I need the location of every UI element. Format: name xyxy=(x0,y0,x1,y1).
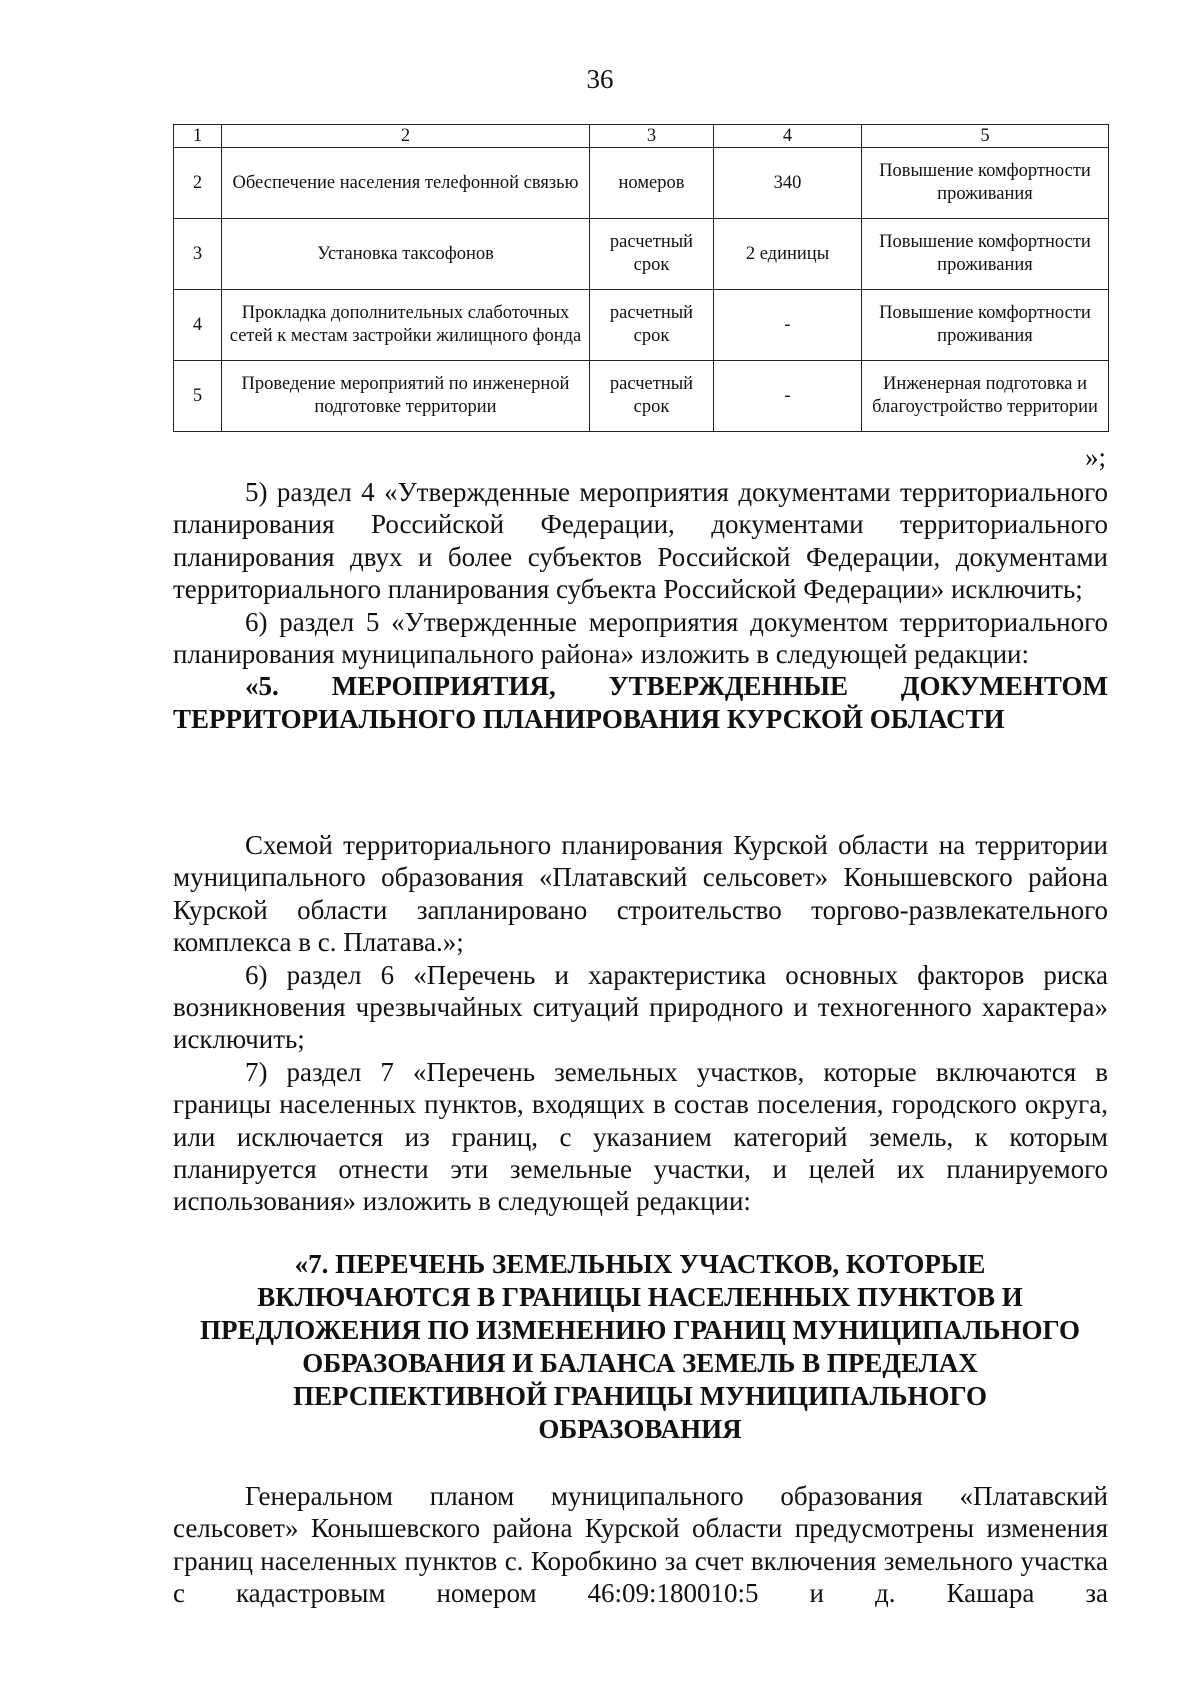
row-unit: номеров xyxy=(590,148,714,219)
table-row xyxy=(174,290,1109,361)
section-7-heading: «7. ПЕРЕЧЕНЬ ЗЕМЕЛЬНЫХ УЧАСТКОВ, КОТОРЫЕ ВКЛЮЧАЮТСЯ В ГРАНИЦЫ НАСЕЛЕННЫХ ПУНКТОВ И ПРЕДЛОЖЕНИЯ ПО ИЗМЕНЕНИЮ ГРАНИЦ МУНИЦИПАЛЬНОГО ОБРАЗОВАНИЯ И БАЛАНСА ЗЕМЕЛЬ В ПРЕДЕЛАХ ПЕРСПЕКТИВНОЙ ГРАНИЦЫ МУНИЦИПАЛЬНОГО ОБРАЗОВАНИЯ xyxy=(200,1249,1080,1444)
section-7-heading-block xyxy=(190,1248,1090,1446)
table-row xyxy=(174,361,1109,432)
paragraph-section-5: 6) раздел 5 «Утвержденные мероприятия документом территориального планирования муниципального района» изложить в следующей редакции: xyxy=(173,606,1108,670)
paragraph-section-7: 7) раздел 7 «Перечень земельных участков, которые включаются в границы населенных пунктов, входящих в состав поселения, городского округа, или исключается из границ, с указанием категорий земель, к которым планируется отнести эти земельные участки, и целей их планируемого использования» изложить в следующей редакции: xyxy=(173,1056,1108,1217)
row-number: 3 xyxy=(174,219,222,290)
row-unit: расчетный срок xyxy=(590,290,714,361)
table-header-cell: 4 xyxy=(714,125,862,148)
amendments-block xyxy=(173,476,1108,735)
measures-table xyxy=(173,124,1109,432)
row-value: 340 xyxy=(714,148,862,219)
paragraph-general-plan: Генеральном планом муниципального образования «Платавский сельсовет» Конышевского района Курской области предусмотрены изменения границ населенных пунктов с. Коробкино за счет включения земельного участка с кадастровым номером 46:09:180010:5 и д. Кашара за xyxy=(173,1481,1108,1609)
row-measure-name: Обеспечение населения телефонной связью xyxy=(222,148,590,219)
paragraph-section-6: 6) раздел 6 «Перечень и характеристика основных факторов риска возникновения чрезвычайных ситуаций природного и техногенного характера» исключить; xyxy=(173,959,1108,1055)
row-measure-name: Прокладка дополнительных слаботочных сетей к местам застройки жилищного фонда xyxy=(222,290,590,361)
row-measure-name: Проведение мероприятий по инженерной подготовке территории xyxy=(222,361,590,432)
table-row xyxy=(174,148,1109,219)
general-plan-block xyxy=(173,1480,1108,1610)
row-value: - xyxy=(714,361,862,432)
section-5-heading: «5. МЕРОПРИЯТИЯ, УТВЕРЖДЕННЫЕ ДОКУМЕНТОМ ТЕРРИТОРИАЛЬНОГО ПЛАНИРОВАНИЯ КУРСКОЙ ОБЛАСТИ xyxy=(173,671,1108,734)
paragraph-scheme: Схемой территориального планирования Курской области на территории муниципального образования «Платавский сельсовет» Конышевского района Курской области запланировано строительство торгово-развлекательного комплекса в с. Платава.»; xyxy=(173,830,1108,958)
paragraph-section-4: 5) раздел 4 «Утвержденные мероприятия документами территориального планирования Российской Федерации, документами территориального планирования двух и более субъектов Российской Федерации, документами территориального планирования субъекта Российской Федерации» исключить; xyxy=(173,477,1108,605)
table-header-cell: 5 xyxy=(862,125,1109,148)
table-row xyxy=(174,219,1109,290)
row-result: Повышение комфортности проживания xyxy=(862,148,1109,219)
page-number: 36 xyxy=(586,64,614,94)
row-value: 2 единицы xyxy=(714,219,862,290)
row-result: Инженерная подготовка и благоустройство территории xyxy=(862,361,1109,432)
row-value: - xyxy=(714,290,862,361)
table-header-cell: 2 xyxy=(222,125,590,148)
row-number: 5 xyxy=(174,361,222,432)
table-header-cell: 3 xyxy=(590,125,714,148)
row-unit: расчетный срок xyxy=(590,219,714,290)
scheme-block xyxy=(173,829,1108,1218)
row-number: 4 xyxy=(174,290,222,361)
table-header-row xyxy=(174,125,1109,148)
row-unit: расчетный срок xyxy=(590,361,714,432)
table-header-cell: 1 xyxy=(174,125,222,148)
row-number: 2 xyxy=(174,148,222,219)
row-result: Повышение комфортности проживания xyxy=(862,219,1109,290)
closing-quote: »; xyxy=(1084,442,1106,472)
row-measure-name: Установка таксофонов xyxy=(222,219,590,290)
row-result: Повышение комфортности проживания xyxy=(862,290,1109,361)
